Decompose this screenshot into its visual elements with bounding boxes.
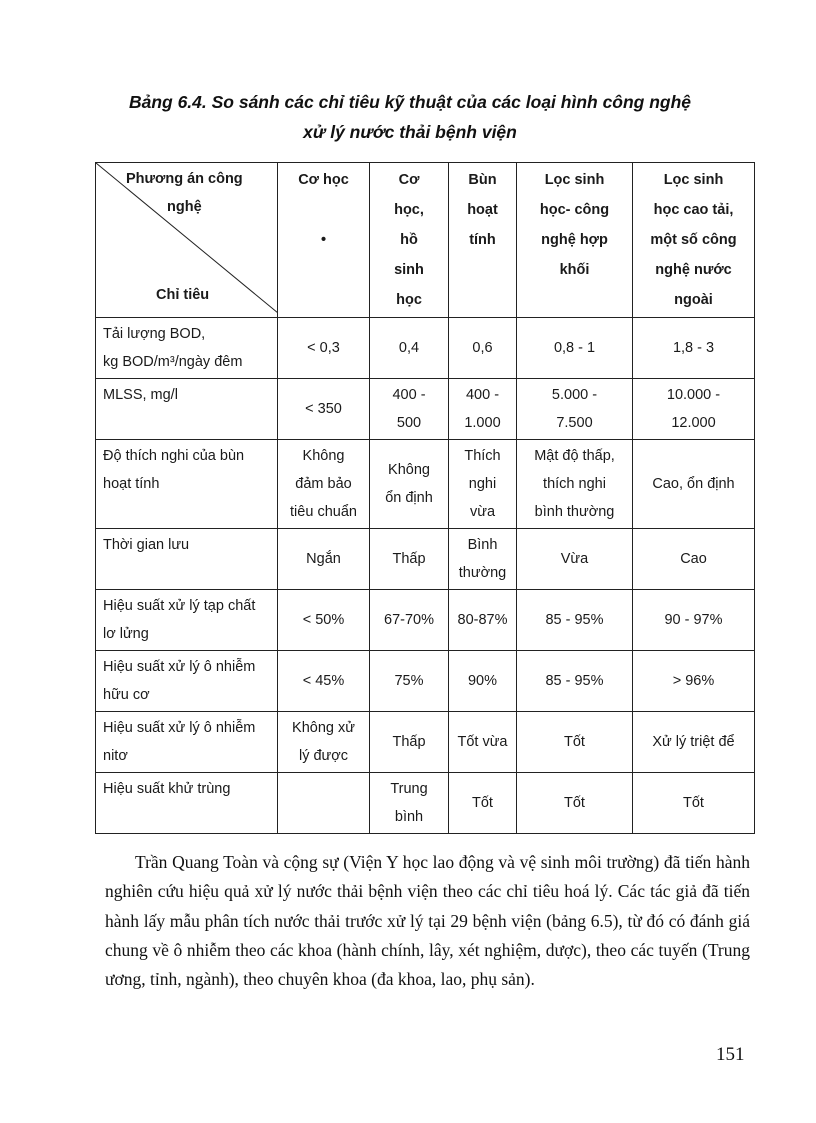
table-row	[96, 529, 755, 590]
value-cell: 400 - 500	[370, 379, 449, 440]
corner-label-criteria: Chỉ tiêu	[156, 287, 210, 303]
value-cell: Tốt	[633, 773, 755, 834]
criterion-cell: Hiệu suất khử trùng	[96, 773, 278, 834]
value-cell	[278, 773, 370, 834]
value-cell: Ngắn	[278, 529, 370, 590]
value-cell: 5.000 - 7.500	[517, 379, 633, 440]
value-cell: Bình thường	[449, 529, 517, 590]
value-cell: < 45%	[278, 651, 370, 712]
value-cell: Thấp	[370, 712, 449, 773]
table-row	[96, 651, 755, 712]
value-cell: 80-87%	[449, 590, 517, 651]
value-cell: Thích nghi vừa	[449, 440, 517, 529]
table-row	[96, 379, 755, 440]
value-cell: Không xử lý được	[278, 712, 370, 773]
header-co-hoc-ho-sinh-hoc: Cơ học, hồ sinh học	[370, 163, 449, 318]
technology-comparison-table	[95, 162, 755, 834]
value-cell: < 350	[278, 379, 370, 440]
table-caption-line-1: Bảng 6.4. So sánh các chỉ tiêu kỹ thuật của các loại hình công nghệ	[128, 92, 692, 112]
value-cell: 0,8 - 1	[517, 318, 633, 379]
criterion-cell: Hiệu suất xử lý ô nhiễm nitơ	[96, 712, 278, 773]
value-cell: Tốt	[517, 773, 633, 834]
value-cell: 90 - 97%	[633, 590, 755, 651]
table-row	[96, 440, 755, 529]
header-co-hoc: Cơ học •	[278, 163, 370, 318]
value-cell: 10.000 - 12.000	[633, 379, 755, 440]
table-row	[96, 590, 755, 651]
corner-label-options: Phương án công nghệ	[126, 171, 243, 215]
value-cell: 0,4	[370, 318, 449, 379]
value-cell: Không đảm bảo tiêu chuẩn	[278, 440, 370, 529]
value-cell: Vừa	[517, 529, 633, 590]
value-cell: 400 - 1.000	[449, 379, 517, 440]
header-loc-sinh-hoc-hop-khoi: Lọc sinh học- công nghệ hợp khối	[517, 163, 633, 318]
body-paragraph: Trần Quang Toàn và cộng sự (Viện Y học lao động và vệ sinh môi trường) đã tiến hành nghiên cứu hiệu quả xử lý nước thải bệnh viện theo các chỉ tiêu hoá lý. Các tác giả đã tiến hành lấy mẫu phân tích nước thải trước xử lý tại 29 bệnh viện (bảng 6.5), từ đó có đánh giá chung về ô nhiễm theo các khoa (hành chính, lây, xét nghiệm, dược), theo các tuyến (Trung ương, tỉnh, ngành), theo chuyên khoa (đa khoa, lao, phụ sản).	[105, 852, 750, 990]
page-number: 151	[716, 1044, 745, 1065]
value-cell: < 50%	[278, 590, 370, 651]
header-bun-hoat-tinh: Bùn hoạt tính	[449, 163, 517, 318]
criterion-cell: MLSS, mg/l	[96, 379, 278, 440]
criterion-cell: Độ thích nghi của bùn hoạt tính	[96, 440, 278, 529]
table-row	[96, 773, 755, 834]
value-cell: 0,6	[449, 318, 517, 379]
value-cell: Không ổn định	[370, 440, 449, 529]
value-cell: Mật độ thấp, thích nghi bình thường	[517, 440, 633, 529]
criterion-cell: Hiệu suất xử lý ô nhiễm hữu cơ	[96, 651, 278, 712]
header-loc-sinh-hoc-cao-tai: Lọc sinh học cao tải, một số công nghệ nước ngoài	[633, 163, 755, 318]
value-cell: Tốt vừa	[449, 712, 517, 773]
table-row	[96, 318, 755, 379]
value-cell: Thấp	[370, 529, 449, 590]
value-cell: Trung bình	[370, 773, 449, 834]
value-cell: < 0,3	[278, 318, 370, 379]
table-header-row	[96, 163, 755, 318]
value-cell: Cao, ổn định	[633, 440, 755, 529]
criterion-cell: Thời gian lưu	[96, 529, 278, 590]
criterion-cell: Hiệu suất xử lý tạp chất lơ lửng	[96, 590, 278, 651]
value-cell: 1,8 - 3	[633, 318, 755, 379]
value-cell: 85 - 95%	[517, 651, 633, 712]
value-cell: Tốt	[449, 773, 517, 834]
value-cell: 90%	[449, 651, 517, 712]
value-cell: 75%	[370, 651, 449, 712]
value-cell: > 96%	[633, 651, 755, 712]
corner-header-cell	[96, 163, 278, 318]
value-cell: Cao	[633, 529, 755, 590]
criterion-cell: Tải lượng BOD, kg BOD/m³/ngày đêm	[96, 318, 278, 379]
table-caption-line-2: xử lý nước thải bệnh viện	[303, 122, 517, 142]
value-cell: Tốt	[517, 712, 633, 773]
value-cell: 85 - 95%	[517, 590, 633, 651]
table-row	[96, 712, 755, 773]
value-cell: 67-70%	[370, 590, 449, 651]
value-cell: Xử lý triệt để	[633, 712, 755, 773]
